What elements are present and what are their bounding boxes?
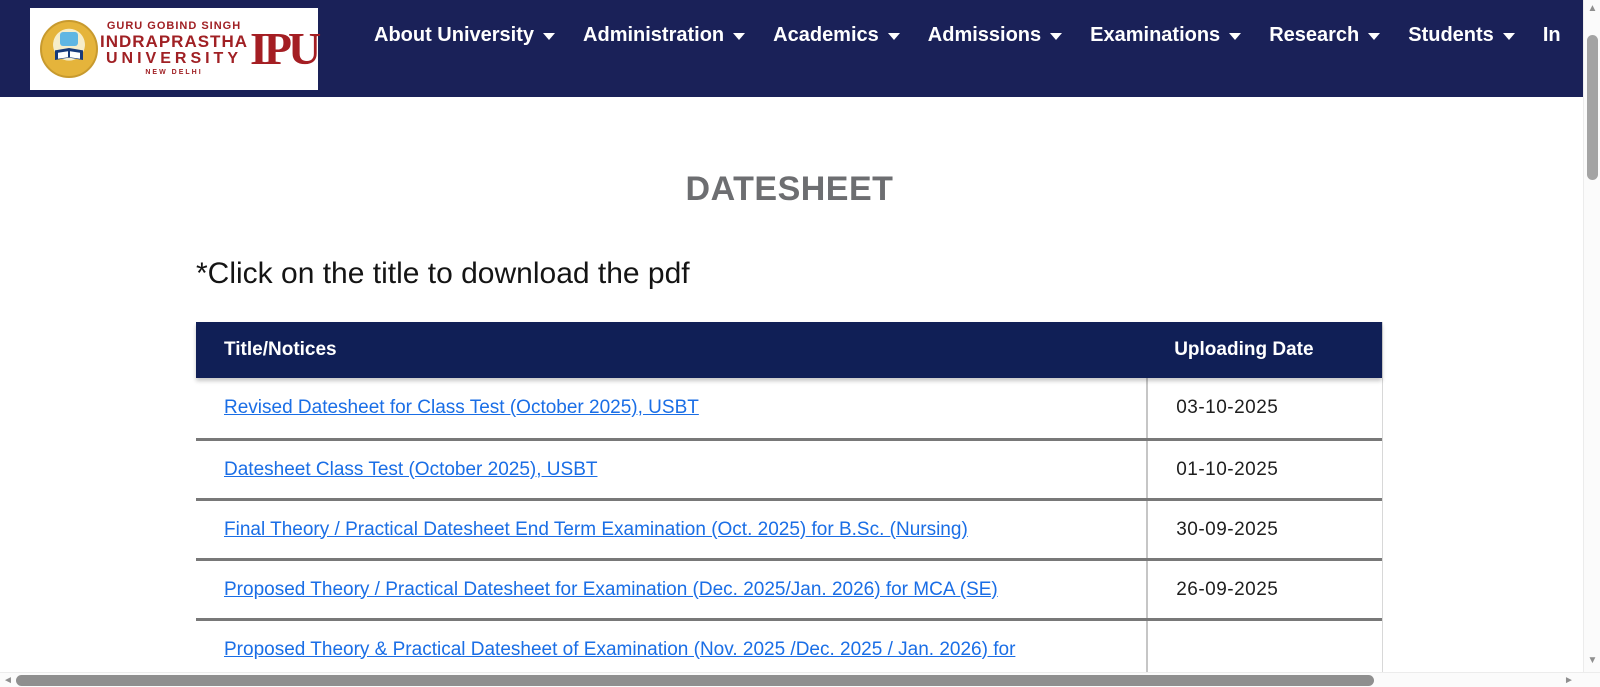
uploading-date-cell <box>1146 621 1382 678</box>
logo-text <box>98 21 250 77</box>
uploading-date-cell <box>1146 561 1382 618</box>
notice-pdf-link[interactable]: Proposed Theory / Practical Datesheet for Examination (Dec. 2025/Jan. 2026) for MCA (SE) <box>224 578 998 600</box>
nav-menu-item-label: Admissions <box>927 23 1042 46</box>
chevron-down-icon <box>1229 33 1241 40</box>
nav-menu-item-label: Administration <box>583 23 725 46</box>
nav-menu-item-label: Academics <box>773 23 879 46</box>
uploading-date-cell <box>1146 501 1382 558</box>
chevron-down-icon <box>1368 33 1380 40</box>
datesheet-table <box>196 322 1383 678</box>
logo-line-guru-gobind-singh: GURU GOBIND SINGH <box>106 20 242 33</box>
logo-line-university: UNIVERSITY <box>105 49 242 67</box>
table-row <box>196 618 1382 678</box>
nav-menu-item[interactable] <box>773 24 900 47</box>
notice-pdf-link[interactable]: Datesheet Class Test (October 2025), USBT <box>224 458 598 480</box>
nav-menu-item-label: Research <box>1269 23 1360 46</box>
university-logo[interactable] <box>30 8 318 90</box>
column-header-title-notices: Title/Notices <box>224 339 337 360</box>
nav-menu-item-label: In <box>1542 23 1561 46</box>
uploading-date-value: 01-10-2025 <box>1176 458 1279 480</box>
nav-menu-item[interactable] <box>1408 24 1515 47</box>
scroll-down-arrow-icon[interactable]: ▼ <box>1587 655 1598 666</box>
nav-menu-item-label: Students <box>1408 23 1494 46</box>
chevron-down-icon <box>1503 33 1515 40</box>
table-row <box>196 558 1382 618</box>
notice-title-cell <box>196 569 1146 611</box>
horizontal-scrollbar[interactable] <box>0 672 1600 687</box>
notice-title-cell <box>196 387 1146 429</box>
nav-menu-item-label: Examinations <box>1090 23 1221 46</box>
chevron-down-icon <box>888 33 900 40</box>
horizontal-scrollbar-thumb[interactable] <box>16 675 1374 686</box>
top-navbar <box>0 0 1600 97</box>
nav-menu-item[interactable] <box>928 24 1062 47</box>
scroll-right-arrow-icon[interactable]: ► <box>1564 675 1574 686</box>
table-row <box>196 378 1382 438</box>
uploading-date-cell <box>1146 441 1382 498</box>
table-row <box>196 438 1382 498</box>
notice-title-cell <box>196 509 1146 551</box>
vertical-scrollbar[interactable] <box>1583 0 1600 672</box>
logo-line-indraprastha: INDRAPRASTHA <box>100 31 248 51</box>
notice-title-cell <box>196 629 1146 671</box>
nav-menu-item[interactable] <box>583 24 745 47</box>
nav-menu-item[interactable] <box>1543 24 1561 47</box>
page-title: DATESHEET <box>685 170 894 208</box>
uploading-date-value: 26-09-2025 <box>1176 578 1279 600</box>
uploading-date-cell <box>1146 378 1382 438</box>
nav-menu-item[interactable] <box>374 24 555 47</box>
table-header-row <box>196 322 1382 378</box>
notice-title-cell <box>196 449 1146 491</box>
table-body <box>196 378 1382 678</box>
main-navigation <box>374 7 1561 63</box>
uploading-date-value: 30-09-2025 <box>1176 518 1279 540</box>
notice-pdf-link[interactable]: Revised Datesheet for Class Test (October 2025), USBT <box>224 397 699 418</box>
scroll-up-arrow-icon[interactable]: ▲ <box>1587 3 1598 14</box>
logo-line-new-delhi: NEW DELHI <box>145 69 203 77</box>
scroll-left-arrow-icon[interactable]: ◄ <box>3 675 13 686</box>
notice-pdf-link[interactable]: Proposed Theory & Practical Datesheet of Examination (Nov. 2025 /Dec. 2025 / Jan. 2026) for <box>224 638 1016 660</box>
nav-menu-item-label: About University <box>374 23 535 46</box>
uploading-date-value: 03-10-2025 <box>1176 397 1279 418</box>
table-row <box>196 498 1382 558</box>
chevron-down-icon <box>733 33 745 40</box>
chevron-down-icon <box>1050 33 1062 40</box>
column-header-uploading-date: Uploading Date <box>1174 339 1314 360</box>
vertical-scrollbar-thumb[interactable] <box>1587 35 1598 180</box>
download-instruction-note: *Click on the title to download the pdf <box>196 257 690 290</box>
notice-pdf-link[interactable]: Final Theory / Practical Datesheet End Term Examination (Oct. 2025) for B.Sc. (Nursing) <box>224 518 968 540</box>
chevron-down-icon <box>543 33 555 40</box>
nav-menu-item[interactable] <box>1269 24 1380 47</box>
ipu-monogram: IPU <box>250 23 318 74</box>
university-emblem-icon <box>40 20 98 78</box>
nav-menu-item[interactable] <box>1090 24 1241 47</box>
